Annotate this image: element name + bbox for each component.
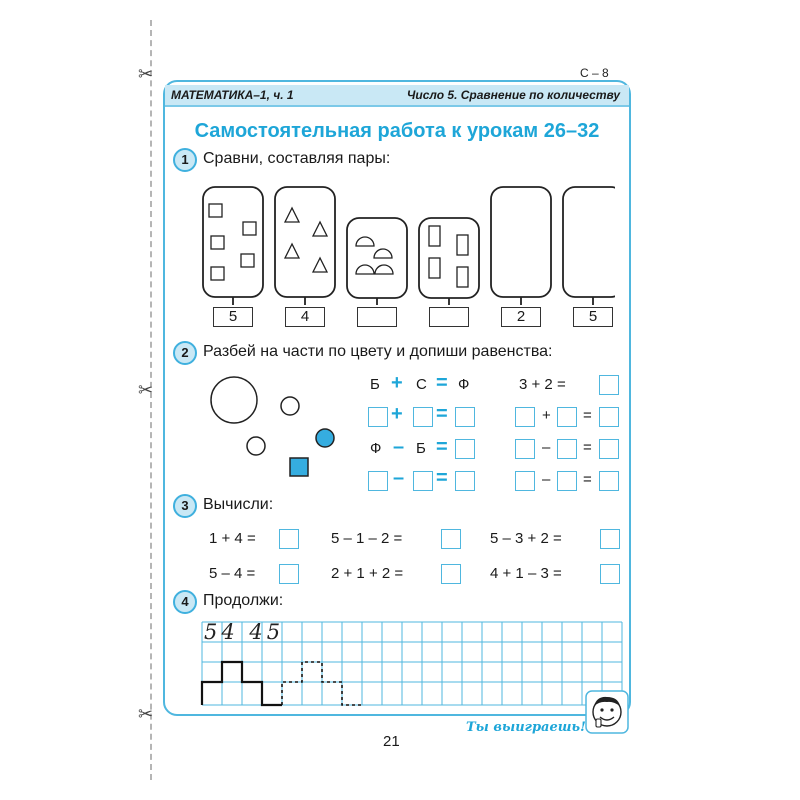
- calc-expression: 4 + 1 – 3 =: [490, 565, 562, 582]
- answer-box[interactable]: [279, 564, 299, 584]
- equals-sign: =: [436, 372, 448, 394]
- answer-box[interactable]: [455, 407, 475, 427]
- answer-box[interactable]: [279, 529, 299, 549]
- letter-f: Ф: [458, 376, 470, 393]
- answer-box[interactable]: [515, 439, 535, 459]
- calc-expression: 5 – 1 – 2 =: [331, 530, 403, 547]
- task-2-text: Разбей на части по цвету и допиши равенства:: [203, 343, 553, 360]
- header-subject: МАТЕМАТИКА–1, ч. 1: [171, 88, 294, 102]
- plus-sign: +: [542, 407, 551, 424]
- scissors-icon: ✂: [138, 380, 154, 401]
- task-1-houses: [195, 180, 615, 330]
- answer-box[interactable]: [455, 471, 475, 491]
- house-count-box[interactable]: 2: [501, 307, 541, 327]
- house-6: [563, 187, 615, 297]
- equation-3-plus-2: 3 + 2 =: [519, 376, 566, 393]
- grid-area: [200, 620, 625, 710]
- answer-box[interactable]: [600, 529, 620, 549]
- house-count-box[interactable]: 4: [285, 307, 325, 327]
- answer-box[interactable]: [557, 471, 577, 491]
- calc-expression: 1 + 4 =: [209, 530, 256, 547]
- answer-box[interactable]: [441, 564, 461, 584]
- page-code: С – 8: [580, 66, 609, 80]
- task-2-figures: [200, 370, 350, 485]
- answer-box[interactable]: [368, 471, 388, 491]
- answer-box[interactable]: [515, 407, 535, 427]
- minus-sign: –: [393, 436, 405, 458]
- boy-face-icon: [585, 690, 629, 734]
- answer-box[interactable]: [557, 439, 577, 459]
- equals-sign: =: [436, 436, 448, 458]
- calc-expression: 2 + 1 + 2 =: [331, 565, 404, 582]
- answer-box[interactable]: [600, 564, 620, 584]
- task-3-text: Вычисли:: [203, 496, 274, 513]
- task-number-3: 3: [173, 494, 197, 518]
- answer-box[interactable]: [557, 407, 577, 427]
- task-number-2: 2: [173, 341, 197, 365]
- answer-box[interactable]: [368, 407, 388, 427]
- task-number-4: 4: [173, 590, 197, 614]
- equals-sign: =: [436, 403, 448, 425]
- house-4: [419, 218, 479, 298]
- letter-f: Ф: [370, 440, 382, 457]
- minus-sign: –: [542, 471, 551, 488]
- plus-sign: +: [391, 372, 403, 394]
- scissors-icon: ✂: [138, 704, 154, 725]
- answer-box[interactable]: [599, 471, 619, 491]
- minus-sign: –: [542, 439, 551, 456]
- task-1-text: Сравни, составляя пары:: [203, 150, 391, 167]
- house-count-box[interactable]: [357, 307, 397, 327]
- motto-text: Ты выиграешь!: [466, 720, 586, 735]
- calc-expression: 5 – 4 =: [209, 565, 256, 582]
- page-title: Самостоятельная работа к урокам 26–32: [194, 120, 600, 142]
- calc-expression: 5 – 3 + 2 =: [490, 530, 562, 547]
- plus-sign: +: [391, 403, 403, 425]
- task-number-1: 1: [173, 148, 197, 172]
- house-2: [275, 187, 335, 297]
- equals-sign: =: [436, 467, 448, 489]
- handwritten-digits: 54 45: [204, 620, 285, 644]
- answer-box[interactable]: [515, 471, 535, 491]
- answer-box[interactable]: [599, 439, 619, 459]
- minus-sign: –: [393, 467, 405, 489]
- house-5: [491, 187, 551, 297]
- task-4-text: Продолжи:: [203, 592, 284, 609]
- answer-box[interactable]: [413, 471, 433, 491]
- house-count-box[interactable]: [429, 307, 469, 327]
- answer-box[interactable]: [413, 407, 433, 427]
- equals-sign: =: [583, 471, 592, 488]
- page-number: 21: [383, 733, 400, 750]
- letter-b: Б: [416, 440, 426, 457]
- answer-box[interactable]: [455, 439, 475, 459]
- answer-box[interactable]: [599, 407, 619, 427]
- equals-sign: =: [583, 407, 592, 424]
- answer-box[interactable]: [441, 529, 461, 549]
- house-count-box[interactable]: 5: [213, 307, 253, 327]
- header-topic: Число 5. Сравнение по количеству: [406, 88, 620, 102]
- answer-box[interactable]: [599, 375, 619, 395]
- scissors-icon: ✂: [138, 64, 154, 85]
- letter-b: Б: [370, 376, 380, 393]
- equals-sign: =: [583, 439, 592, 456]
- letter-s: С: [416, 376, 427, 393]
- house-count-box[interactable]: 5: [573, 307, 613, 327]
